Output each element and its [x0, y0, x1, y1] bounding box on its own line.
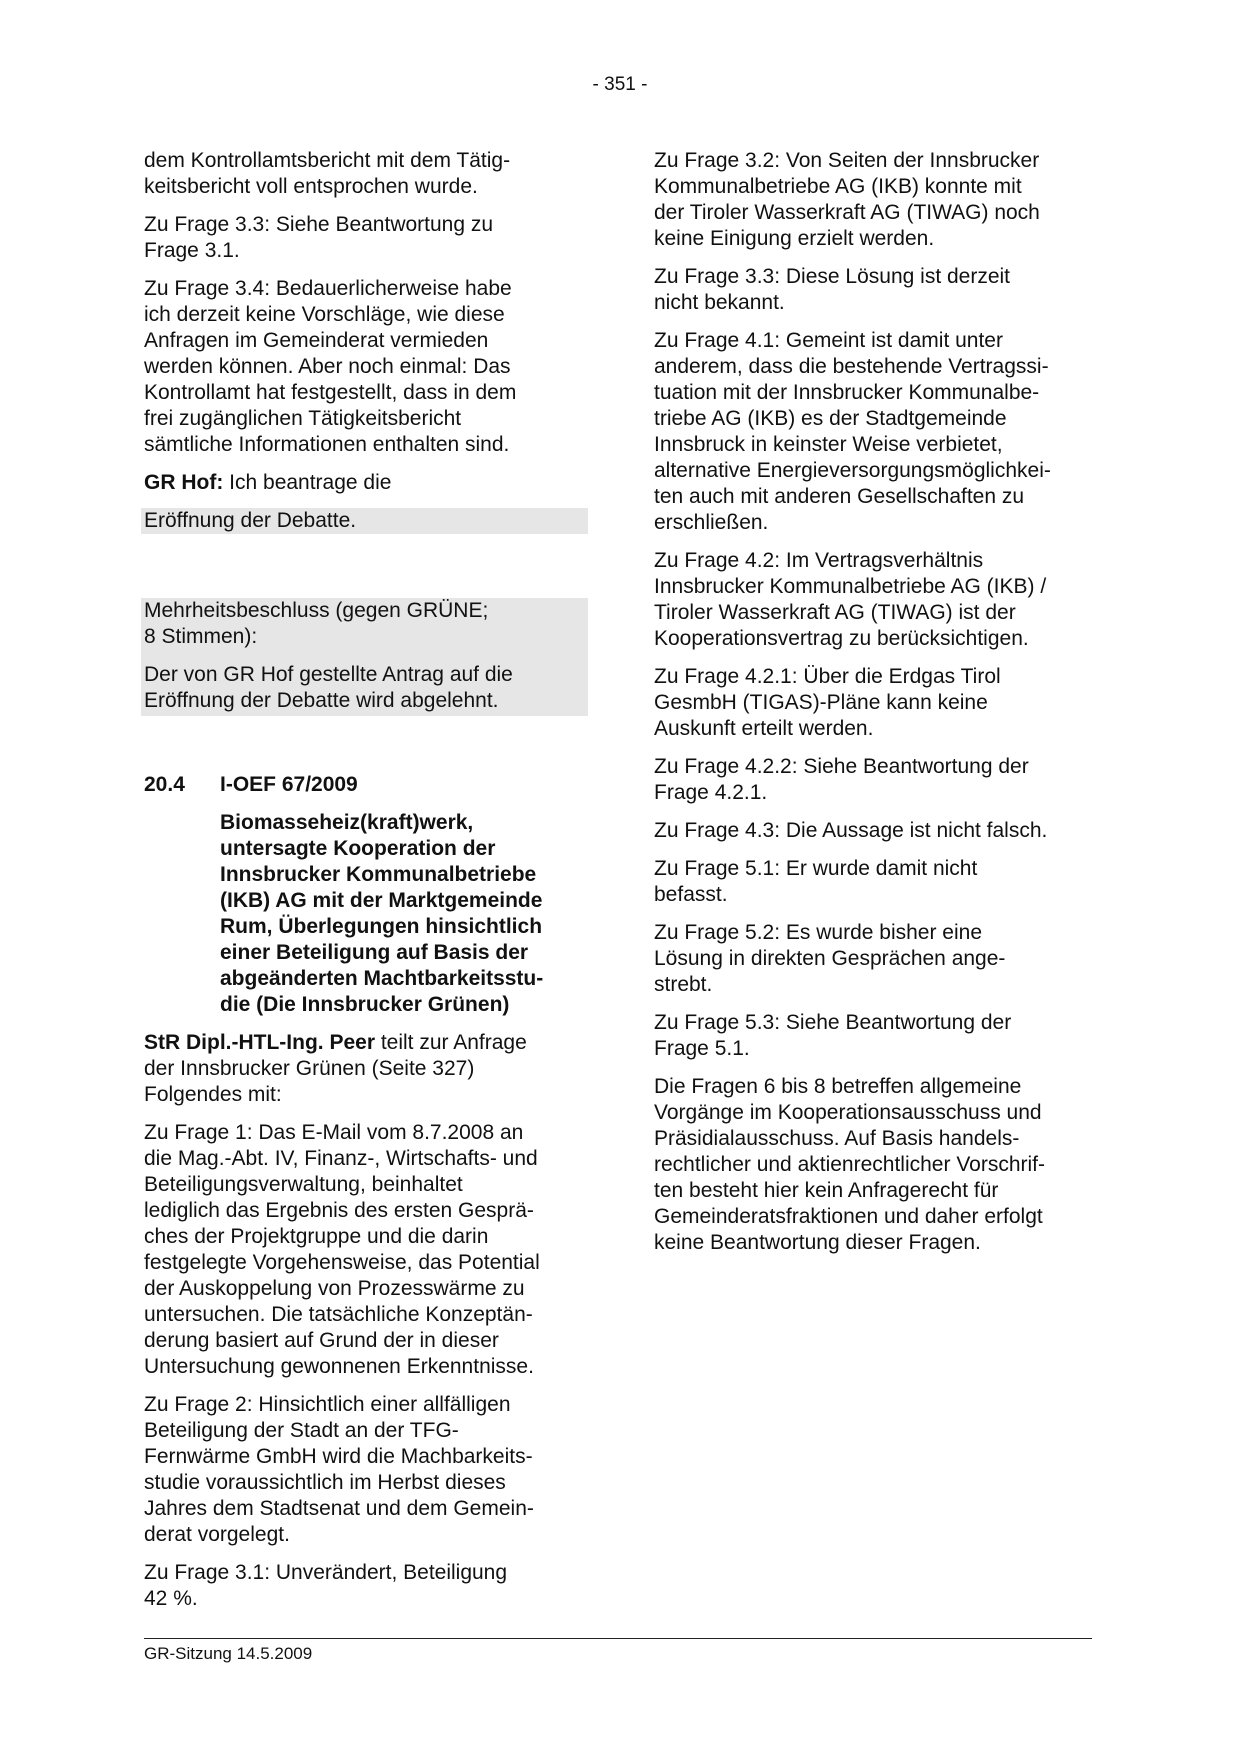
paragraph: Zu Frage 3.2: Von Seiten der Innsbrucker Kommunalbetriebe AG (IKB) konnte mit der Tiroler Wasserkraft AG (TIWAG) noch keine Einigung erzielt werden.: [654, 149, 1040, 250]
speaker-name: GR Hof:: [144, 471, 224, 494]
spacer: [144, 546, 588, 598]
paragraph: Zu Frage 4.2.1: Über die Erdgas Tirol GesmbH (TIGAS)-Pläne kann keine Auskunft erteilt werden.: [654, 665, 1001, 740]
speaker-name: StR Dipl.-HTL-Ing. Peer: [144, 1031, 375, 1054]
paragraph: Zu Frage 1: Das E-Mail vom 8.7.2008 an die Mag.-Abt. IV, Finanz-, Wirtschafts- und Beteiligungsverwaltung, beinhaltet lediglich das Ergebnis des ersten Gesprä- ches der Projektgruppe und die darin festgelegte Vorgehensweise, das Potential der Auskoppelung von Prozesswärme zu untersuchen. Die tatsächliche Konzeptän- derung basiert auf Grund der in dieser Untersuchung gewonnenen Erkenntnisse.: [144, 1121, 540, 1378]
section-code: I-OEF 67/2009: [220, 773, 358, 796]
paragraph: Zu Frage 4.1: Gemeint ist damit unter anderem, dass die bestehende Vertragssi- tuation mit der Innsbrucker Kommunalbe- triebe AG (IKB) es der Stadtgemeinde Innsbruck in keinster Weise verbietet, alternative Energieversorgungsmöglichkei- ten auch mit anderen Gesellschaften zu erschließen.: [654, 329, 1051, 534]
speaker-paragraph: [144, 1030, 588, 1108]
paragraph: Zu Frage 2: Hinsichtlich einer allfälligen Beteiligung der Stadt an der TFG- Fernwärme GmbH wird die Machbarkeits- studie voraussichtlich im Herbst dieses Jahres dem Stadtsenat und dem Gemein- derat vorgelegt.: [144, 1393, 534, 1546]
speaker-text: teilt zur Anfrage der Innsbrucker Grünen (Seite 327) Folgendes mit:: [144, 1031, 527, 1106]
section-header: [144, 772, 588, 798]
page-number: - 351 -: [592, 74, 648, 95]
paragraph: Die Fragen 6 bis 8 betreffen allgemeine Vorgänge im Kooperationsausschuss und Präsidialausschuss. Auf Basis handels- rechtlicher und aktienrechtlicher Vorschrif- ten besteht hier kein Anfragerecht für Gemeinderatsfraktionen und daher erfolgt keine Beantwortung dieser Fragen.: [654, 1075, 1046, 1254]
paragraph: Zu Frage 3.4: Bedauerlicherweise habe ich derzeit keine Vorschläge, wie diese Anfragen im Gemeinderat vermieden werden können. Aber noch einmal: Das Kontrollamt hat festgestellt, dass in dem frei zugänglichen Tätigkeitsbericht sämtliche Informationen enthalten sind.: [144, 277, 517, 456]
resolution-block: [141, 598, 588, 716]
paragraph: Zu Frage 5.3: Siehe Beantwortung der Frage 5.1.: [654, 1011, 1012, 1060]
paragraph: Zu Frage 3.3: Diese Lösung ist derzeit nicht bekannt.: [654, 265, 1011, 314]
paragraph: Zu Frage 5.2: Es wurde bisher eine Lösung in direkten Gesprächen ange- strebt.: [654, 921, 1006, 996]
footer: GR-Sitzung 14.5.2009: [144, 1644, 313, 1663]
paragraph: dem Kontrollamtsbericht mit dem Tätig- keitsbericht voll entsprochen wurde.: [144, 149, 511, 198]
spacer: [144, 716, 588, 772]
section-title: Biomasseheiz(kraft)werk, untersagte Kooperation der Innsbrucker Kommunalbetriebe (IKB) AG mit der Marktgemeinde Rum, Überlegungen hinsichtlich einer Beteiligung auf Basis der abgeänderten Machtbarkeitsstu- die (Die Innsbrucker Grünen): [220, 811, 544, 1016]
paragraph: Zu Frage 3.1: Unverändert, Beteiligung 42 %.: [144, 1561, 508, 1610]
resolution-text: Der von GR Hof gestellte Antrag auf die Eröffnung der Debatte wird abgelehnt.: [144, 663, 513, 712]
paragraph: Zu Frage 3.3: Siehe Beantwortung zu Frage 3.1.: [144, 213, 494, 262]
motion-paragraph: [144, 470, 588, 496]
right-column: [654, 148, 1094, 1268]
paragraph: Zu Frage 4.2: Im Vertragsverhältnis Innsbrucker Kommunalbetriebe AG (IKB) / Tiroler Wasserkraft AG (TIWAG) ist der Kooperationsvertrag zu berücksichtigen.: [654, 549, 1047, 650]
motion-text: Ich beantrage die: [223, 471, 392, 494]
left-column: [144, 148, 588, 1624]
paragraph: Zu Frage 5.1: Er wurde damit nicht befasst.: [654, 857, 978, 906]
motion-highlight: Eröffnung der Debatte.: [141, 508, 588, 534]
footer-divider: [144, 1638, 1092, 1639]
paragraph: Zu Frage 4.2.2: Siehe Beantwortung der Frage 4.2.1.: [654, 755, 1029, 804]
section-number: 20.4: [144, 773, 185, 796]
paragraph: Zu Frage 4.3: Die Aussage ist nicht falsch.: [654, 819, 1048, 842]
resolution-heading: Mehrheitsbeschluss (gegen GRÜNE; 8 Stimmen):: [144, 599, 489, 648]
